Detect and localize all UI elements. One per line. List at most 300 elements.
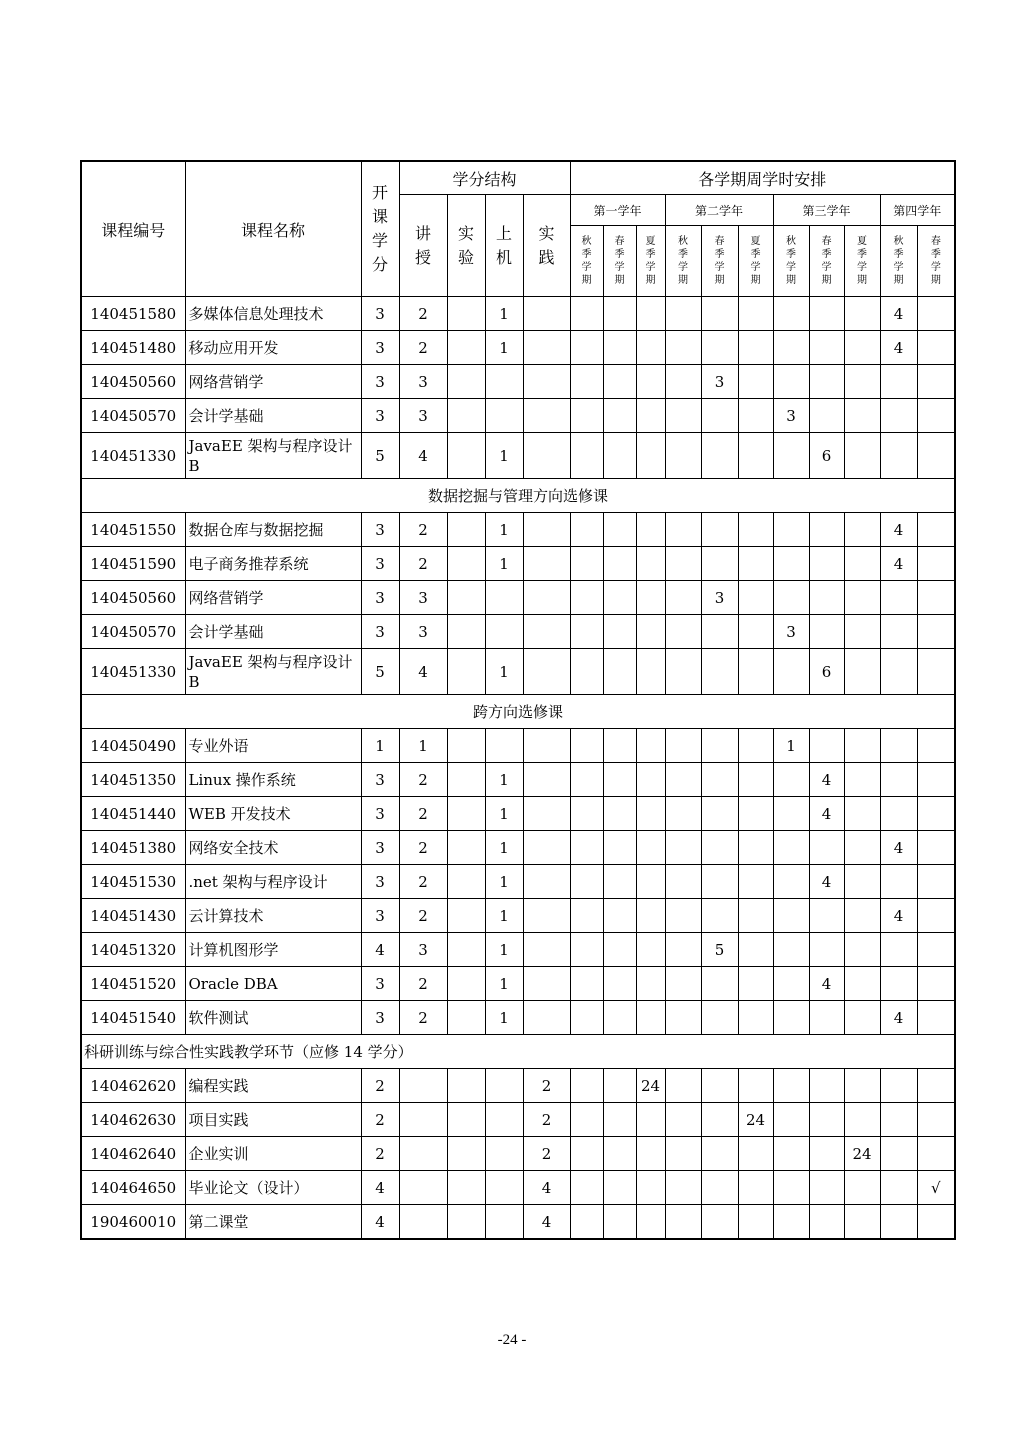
computer-cell: 1: [485, 967, 523, 1001]
term-hours-cell: [809, 365, 844, 399]
term-hours-cell: 3: [701, 581, 738, 615]
term-hours-cell: [701, 797, 738, 831]
course-code: 140450560: [81, 365, 185, 399]
term-hours-cell: [738, 1001, 773, 1035]
header-course-name: 课程名称: [185, 161, 361, 297]
course-code: 140451480: [81, 331, 185, 365]
course-name: 编程实践: [185, 1069, 361, 1103]
table-row: [81, 967, 955, 1001]
course-name: 计算机图形学: [185, 933, 361, 967]
practice-cell: [523, 729, 570, 763]
term-hours-cell: [701, 1137, 738, 1171]
term-hours-cell: [701, 297, 738, 331]
term-hours-cell: 4: [880, 547, 917, 581]
computer-cell: [485, 1137, 523, 1171]
term-hours-cell: √: [917, 1171, 955, 1205]
term-hours-cell: [738, 933, 773, 967]
table-row: [81, 797, 955, 831]
term-hours-cell: [570, 615, 603, 649]
term-hours-cell: [570, 581, 603, 615]
table-row: [81, 365, 955, 399]
header-term: 夏季学期: [738, 226, 773, 297]
term-hours-cell: [880, 1171, 917, 1205]
term-hours-cell: [603, 433, 636, 479]
term-hours-cell: [880, 649, 917, 695]
lab-cell: [447, 1171, 485, 1205]
term-hours-cell: 3: [773, 615, 809, 649]
computer-cell: [485, 365, 523, 399]
header-credit: 开课学分: [361, 161, 399, 297]
lab-cell: [447, 547, 485, 581]
term-hours-cell: [636, 1137, 665, 1171]
term-hours-cell: [636, 865, 665, 899]
lecture-cell: 2: [399, 865, 447, 899]
table-row: [81, 729, 955, 763]
computer-cell: [485, 1103, 523, 1137]
term-hours-cell: [665, 967, 701, 1001]
header-lecture: 讲授: [399, 195, 447, 297]
term-hours-cell: [636, 649, 665, 695]
term-hours-cell: [773, 1001, 809, 1035]
table-row: [81, 1171, 955, 1205]
table-row: [81, 1069, 955, 1103]
computer-cell: 1: [485, 865, 523, 899]
term-hours-cell: [665, 1001, 701, 1035]
term-hours-cell: 6: [809, 433, 844, 479]
course-name: 第二课堂: [185, 1205, 361, 1240]
practice-cell: [523, 581, 570, 615]
course-name: 会计学基础: [185, 399, 361, 433]
lecture-cell: [399, 1137, 447, 1171]
term-hours-cell: [636, 1001, 665, 1035]
header-term: 秋季学期: [570, 226, 603, 297]
term-hours-cell: [570, 649, 603, 695]
term-hours-cell: [570, 331, 603, 365]
term-hours-cell: [809, 1171, 844, 1205]
term-hours-cell: [701, 331, 738, 365]
lecture-cell: 2: [399, 297, 447, 331]
lecture-cell: 2: [399, 763, 447, 797]
header-term: 春季学期: [603, 226, 636, 297]
term-hours-cell: [773, 649, 809, 695]
table-row: [81, 615, 955, 649]
term-hours-cell: [773, 1069, 809, 1103]
term-hours-cell: [570, 1205, 603, 1240]
lab-cell: [447, 399, 485, 433]
course-code: 140451520: [81, 967, 185, 1001]
course-code: 140450570: [81, 615, 185, 649]
practice-cell: 4: [523, 1205, 570, 1240]
header-practice: 实践: [523, 195, 570, 297]
term-hours-cell: [844, 433, 880, 479]
header-computer: 上机: [485, 195, 523, 297]
term-hours-cell: [809, 899, 844, 933]
term-hours-cell: [880, 1103, 917, 1137]
header-term: 夏季学期: [636, 226, 665, 297]
term-hours-cell: [773, 899, 809, 933]
term-hours-cell: [809, 933, 844, 967]
term-hours-cell: [603, 967, 636, 1001]
term-hours-cell: [844, 649, 880, 695]
term-hours-cell: [917, 1103, 955, 1137]
term-hours-cell: [738, 615, 773, 649]
computer-cell: [485, 1171, 523, 1205]
term-hours-cell: [570, 1103, 603, 1137]
term-hours-cell: [665, 581, 701, 615]
table-row: [81, 1103, 955, 1137]
term-hours-cell: [636, 433, 665, 479]
course-name: Oracle DBA: [185, 967, 361, 1001]
term-hours-cell: [636, 615, 665, 649]
term-hours-cell: [603, 1171, 636, 1205]
course-name: JavaEE 架构与程序设计B: [185, 649, 361, 695]
term-hours-cell: [844, 1205, 880, 1240]
term-hours-cell: [603, 1137, 636, 1171]
course-code: 140451330: [81, 649, 185, 695]
term-hours-cell: [844, 547, 880, 581]
table-row: [81, 547, 955, 581]
term-hours-cell: [773, 933, 809, 967]
practice-cell: 2: [523, 1137, 570, 1171]
term-hours-cell: [844, 933, 880, 967]
term-hours-cell: 3: [701, 365, 738, 399]
term-hours-cell: [917, 729, 955, 763]
lecture-cell: 4: [399, 649, 447, 695]
term-hours-cell: [880, 967, 917, 1001]
term-hours-cell: [844, 1001, 880, 1035]
term-hours-cell: 24: [844, 1137, 880, 1171]
term-hours-cell: [636, 763, 665, 797]
lab-cell: [447, 433, 485, 479]
term-hours-cell: [701, 649, 738, 695]
term-hours-cell: [570, 967, 603, 1001]
lab-cell: [447, 649, 485, 695]
term-hours-cell: [917, 865, 955, 899]
term-hours-cell: [917, 933, 955, 967]
header-year-2: 第二学年: [665, 195, 773, 226]
term-hours-cell: [665, 331, 701, 365]
term-hours-cell: [880, 365, 917, 399]
term-hours-cell: [636, 1103, 665, 1137]
term-hours-cell: [844, 297, 880, 331]
course-code: 140451590: [81, 547, 185, 581]
term-hours-cell: [570, 365, 603, 399]
term-hours-cell: [809, 1001, 844, 1035]
credit-cell: 2: [361, 1103, 399, 1137]
term-hours-cell: [603, 615, 636, 649]
course-table: [80, 160, 956, 1240]
term-hours-cell: [603, 399, 636, 433]
practice-cell: [523, 967, 570, 1001]
term-hours-cell: [570, 1171, 603, 1205]
term-hours-cell: [844, 365, 880, 399]
table-row: [81, 1205, 955, 1240]
term-hours-cell: [665, 433, 701, 479]
term-hours-cell: [809, 513, 844, 547]
course-code: 140450570: [81, 399, 185, 433]
term-hours-cell: [917, 615, 955, 649]
term-hours-cell: [636, 297, 665, 331]
credit-cell: 4: [361, 1171, 399, 1205]
term-hours-cell: [738, 865, 773, 899]
term-hours-cell: [665, 365, 701, 399]
term-hours-cell: [603, 1205, 636, 1240]
term-hours-cell: [570, 297, 603, 331]
term-hours-cell: [738, 399, 773, 433]
term-hours-cell: [636, 933, 665, 967]
term-hours-cell: [917, 831, 955, 865]
term-hours-cell: [773, 1205, 809, 1240]
course-code: 190460010: [81, 1205, 185, 1240]
term-hours-cell: [636, 1205, 665, 1240]
course-code: 140451540: [81, 1001, 185, 1035]
section-row: [81, 1035, 955, 1069]
course-name: 毕业论文（设计）: [185, 1171, 361, 1205]
term-hours-cell: [701, 865, 738, 899]
term-hours-cell: [844, 399, 880, 433]
header-term: 春季学期: [701, 226, 738, 297]
lab-cell: [447, 933, 485, 967]
course-name: Linux 操作系统: [185, 763, 361, 797]
term-hours-cell: [701, 729, 738, 763]
credit-cell: 3: [361, 547, 399, 581]
term-hours-cell: [738, 729, 773, 763]
credit-cell: 4: [361, 1205, 399, 1240]
header-term: 秋季学期: [665, 226, 701, 297]
practice-cell: [523, 899, 570, 933]
lab-cell: [447, 1137, 485, 1171]
lecture-cell: 2: [399, 1001, 447, 1035]
term-hours-cell: [809, 547, 844, 581]
term-hours-cell: [880, 615, 917, 649]
table-body: [81, 297, 955, 1240]
term-hours-cell: [701, 433, 738, 479]
lab-cell: [447, 615, 485, 649]
lecture-cell: [399, 1171, 447, 1205]
course-name: 网络营销学: [185, 365, 361, 399]
practice-cell: 4: [523, 1171, 570, 1205]
credit-cell: 3: [361, 831, 399, 865]
course-name: 数据仓库与数据挖掘: [185, 513, 361, 547]
term-hours-cell: [738, 1069, 773, 1103]
credit-cell: 3: [361, 297, 399, 331]
term-hours-cell: [917, 331, 955, 365]
section-title: 数据挖掘与管理方向选修课: [81, 479, 955, 513]
term-hours-cell: [738, 331, 773, 365]
term-hours-cell: [603, 763, 636, 797]
term-hours-cell: [570, 933, 603, 967]
term-hours-cell: [603, 513, 636, 547]
term-hours-cell: [844, 763, 880, 797]
term-hours-cell: [738, 1205, 773, 1240]
term-hours-cell: [880, 433, 917, 479]
term-hours-cell: [844, 581, 880, 615]
lecture-cell: 3: [399, 399, 447, 433]
lecture-cell: [399, 1069, 447, 1103]
computer-cell: 1: [485, 831, 523, 865]
header-credit-structure: 学分结构: [399, 161, 570, 195]
term-hours-cell: [701, 1103, 738, 1137]
term-hours-cell: [636, 331, 665, 365]
lab-cell: [447, 899, 485, 933]
term-hours-cell: [917, 399, 955, 433]
term-hours-cell: [665, 547, 701, 581]
lecture-cell: 2: [399, 797, 447, 831]
term-hours-cell: [570, 1069, 603, 1103]
course-name: 项目实践: [185, 1103, 361, 1137]
term-hours-cell: [844, 615, 880, 649]
term-hours-cell: [665, 729, 701, 763]
term-hours-cell: [917, 433, 955, 479]
term-hours-cell: [603, 797, 636, 831]
term-hours-cell: [917, 1205, 955, 1240]
term-hours-cell: [603, 581, 636, 615]
course-code: 140451430: [81, 899, 185, 933]
header-term: 秋季学期: [773, 226, 809, 297]
lecture-cell: [399, 1103, 447, 1137]
computer-cell: 1: [485, 899, 523, 933]
term-hours-cell: [880, 797, 917, 831]
term-hours-cell: [773, 797, 809, 831]
lab-cell: [447, 865, 485, 899]
course-code: 140462620: [81, 1069, 185, 1103]
practice-cell: [523, 297, 570, 331]
term-hours-cell: [809, 1103, 844, 1137]
computer-cell: 1: [485, 433, 523, 479]
computer-cell: 1: [485, 513, 523, 547]
lab-cell: [447, 797, 485, 831]
lecture-cell: 4: [399, 433, 447, 479]
term-hours-cell: [701, 831, 738, 865]
term-hours-cell: [917, 763, 955, 797]
course-name: 网络安全技术: [185, 831, 361, 865]
term-hours-cell: 4: [880, 899, 917, 933]
credit-cell: 5: [361, 433, 399, 479]
term-hours-cell: [570, 865, 603, 899]
header-term: 春季学期: [809, 226, 844, 297]
lab-cell: [447, 1001, 485, 1035]
credit-cell: 4: [361, 933, 399, 967]
term-hours-cell: 4: [880, 1001, 917, 1035]
header-year-1: 第一学年: [570, 195, 665, 226]
credit-cell: 5: [361, 649, 399, 695]
table-row: [81, 433, 955, 479]
term-hours-cell: [773, 331, 809, 365]
term-hours-cell: 6: [809, 649, 844, 695]
table-header: [81, 161, 955, 297]
computer-cell: [485, 1205, 523, 1240]
practice-cell: [523, 797, 570, 831]
term-hours-cell: [773, 831, 809, 865]
term-hours-cell: [809, 615, 844, 649]
term-hours-cell: [844, 1103, 880, 1137]
course-code: 140451530: [81, 865, 185, 899]
header-lab: 实验: [447, 195, 485, 297]
term-hours-cell: [603, 547, 636, 581]
lab-cell: [447, 331, 485, 365]
term-hours-cell: [603, 899, 636, 933]
term-hours-cell: [738, 1171, 773, 1205]
term-hours-cell: [603, 865, 636, 899]
term-hours-cell: [636, 729, 665, 763]
term-hours-cell: [917, 899, 955, 933]
lecture-cell: 2: [399, 967, 447, 1001]
term-hours-cell: 4: [809, 967, 844, 1001]
term-hours-cell: [701, 1171, 738, 1205]
practice-cell: [523, 1001, 570, 1035]
lab-cell: [447, 581, 485, 615]
practice-cell: [523, 331, 570, 365]
term-hours-cell: [636, 581, 665, 615]
term-hours-cell: [773, 547, 809, 581]
course-code: 140451550: [81, 513, 185, 547]
term-hours-cell: [665, 615, 701, 649]
computer-cell: 1: [485, 763, 523, 797]
credit-cell: 3: [361, 865, 399, 899]
term-hours-cell: [880, 581, 917, 615]
term-hours-cell: [636, 1171, 665, 1205]
course-code: 140450490: [81, 729, 185, 763]
credit-cell: 3: [361, 365, 399, 399]
term-hours-cell: [603, 933, 636, 967]
table-row: [81, 513, 955, 547]
term-hours-cell: [844, 331, 880, 365]
lab-cell: [447, 297, 485, 331]
lab-cell: [447, 831, 485, 865]
course-name: 软件测试: [185, 1001, 361, 1035]
term-hours-cell: [917, 297, 955, 331]
term-hours-cell: [570, 729, 603, 763]
computer-cell: [485, 615, 523, 649]
table-row: [81, 649, 955, 695]
term-hours-cell: [603, 831, 636, 865]
computer-cell: [485, 581, 523, 615]
lab-cell: [447, 729, 485, 763]
term-hours-cell: [917, 513, 955, 547]
term-hours-cell: [603, 1001, 636, 1035]
course-name: JavaEE 架构与程序设计B: [185, 433, 361, 479]
term-hours-cell: [603, 297, 636, 331]
computer-cell: 1: [485, 547, 523, 581]
term-hours-cell: [665, 513, 701, 547]
term-hours-cell: [701, 1001, 738, 1035]
section-row: [81, 479, 955, 513]
term-hours-cell: 4: [880, 331, 917, 365]
course-name: 多媒体信息处理技术: [185, 297, 361, 331]
lecture-cell: 3: [399, 615, 447, 649]
term-hours-cell: [665, 899, 701, 933]
term-hours-cell: [701, 399, 738, 433]
credit-cell: 3: [361, 763, 399, 797]
term-hours-cell: [773, 365, 809, 399]
term-hours-cell: [773, 763, 809, 797]
term-hours-cell: [738, 967, 773, 1001]
term-hours-cell: [570, 399, 603, 433]
term-hours-cell: [738, 649, 773, 695]
term-hours-cell: [701, 1205, 738, 1240]
term-hours-cell: [603, 1069, 636, 1103]
computer-cell: 1: [485, 933, 523, 967]
practice-cell: [523, 831, 570, 865]
course-name: 网络营销学: [185, 581, 361, 615]
term-hours-cell: [917, 547, 955, 581]
credit-cell: 2: [361, 1137, 399, 1171]
credit-cell: 2: [361, 1069, 399, 1103]
course-name: 移动应用开发: [185, 331, 361, 365]
section-row: [81, 695, 955, 729]
term-hours-cell: [570, 513, 603, 547]
term-hours-cell: [665, 1069, 701, 1103]
